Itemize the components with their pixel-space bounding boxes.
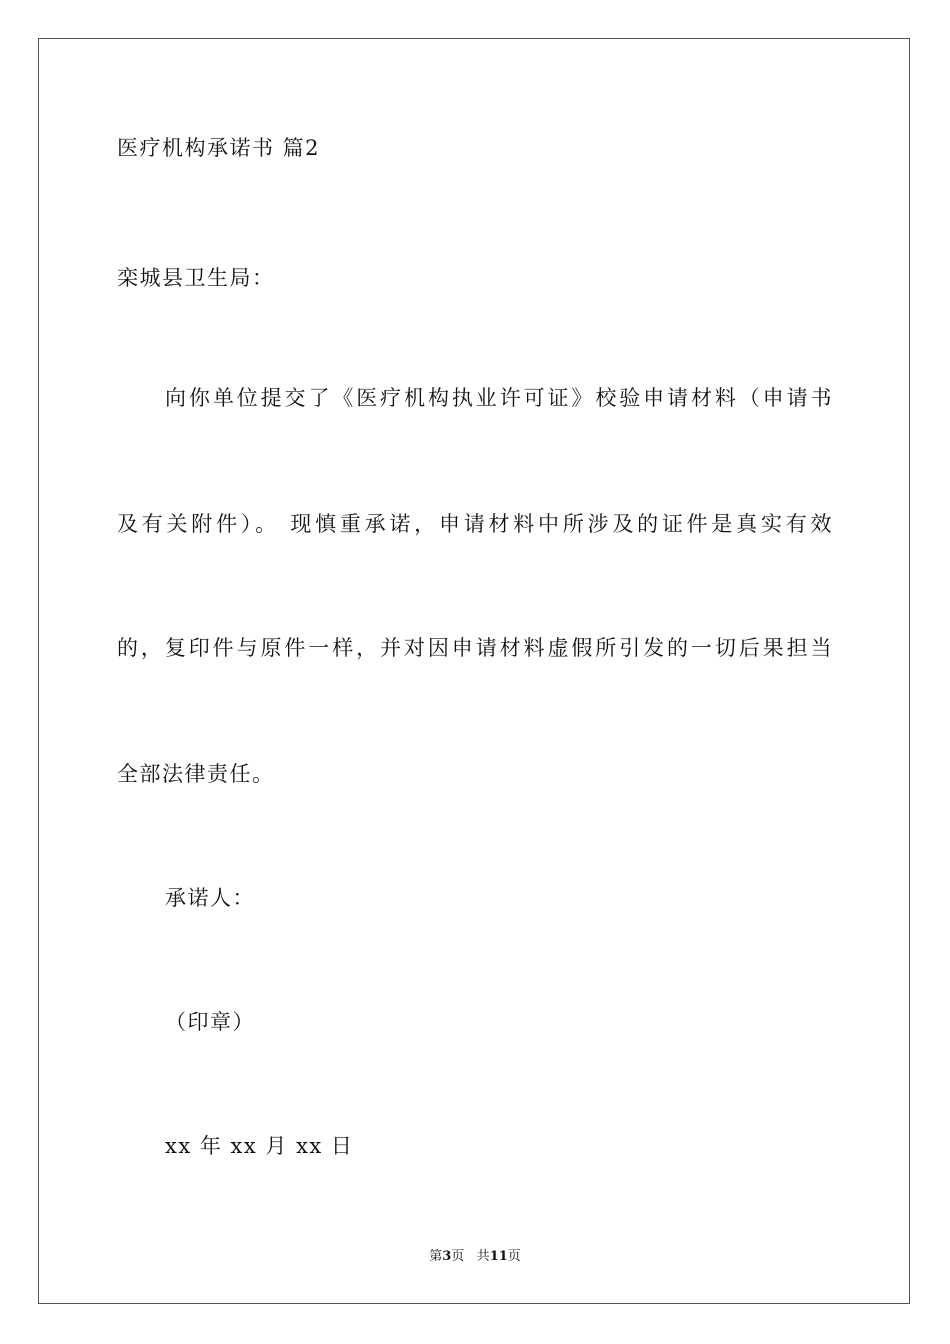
document-title: 医疗机构承诺书 篇2 [117, 136, 321, 160]
page-suffix: 页 [451, 1249, 465, 1264]
seal-label: （印章） [165, 1010, 255, 1034]
total-pages: 11 [489, 1249, 508, 1264]
page-number: 3 [442, 1249, 452, 1264]
body-line-4: 全部法律责任。 [117, 762, 275, 786]
date-line: xx 年 xx 月 xx 日 [165, 1134, 354, 1158]
recipient-line: 栾城县卫生局： [117, 266, 275, 290]
total-prefix: 共 [476, 1249, 490, 1264]
page-border [38, 38, 910, 1304]
body-line-1: 向你单位提交了《医疗机构执业许可证》校验申请材料（申请书 [165, 386, 833, 410]
total-suffix: 页 [507, 1249, 521, 1264]
page-footer [0, 1248, 950, 1266]
body-line-2: 及有关附件）。 现慎重承诺，申请材料中所涉及的证件是真实有效 [117, 512, 833, 536]
page-prefix: 第 [429, 1249, 443, 1264]
promisor-label: 承诺人： [165, 886, 255, 910]
body-line-3: 的，复印件与原件一样，并对因申请材料虚假所引发的一切后果担当 [117, 636, 833, 660]
